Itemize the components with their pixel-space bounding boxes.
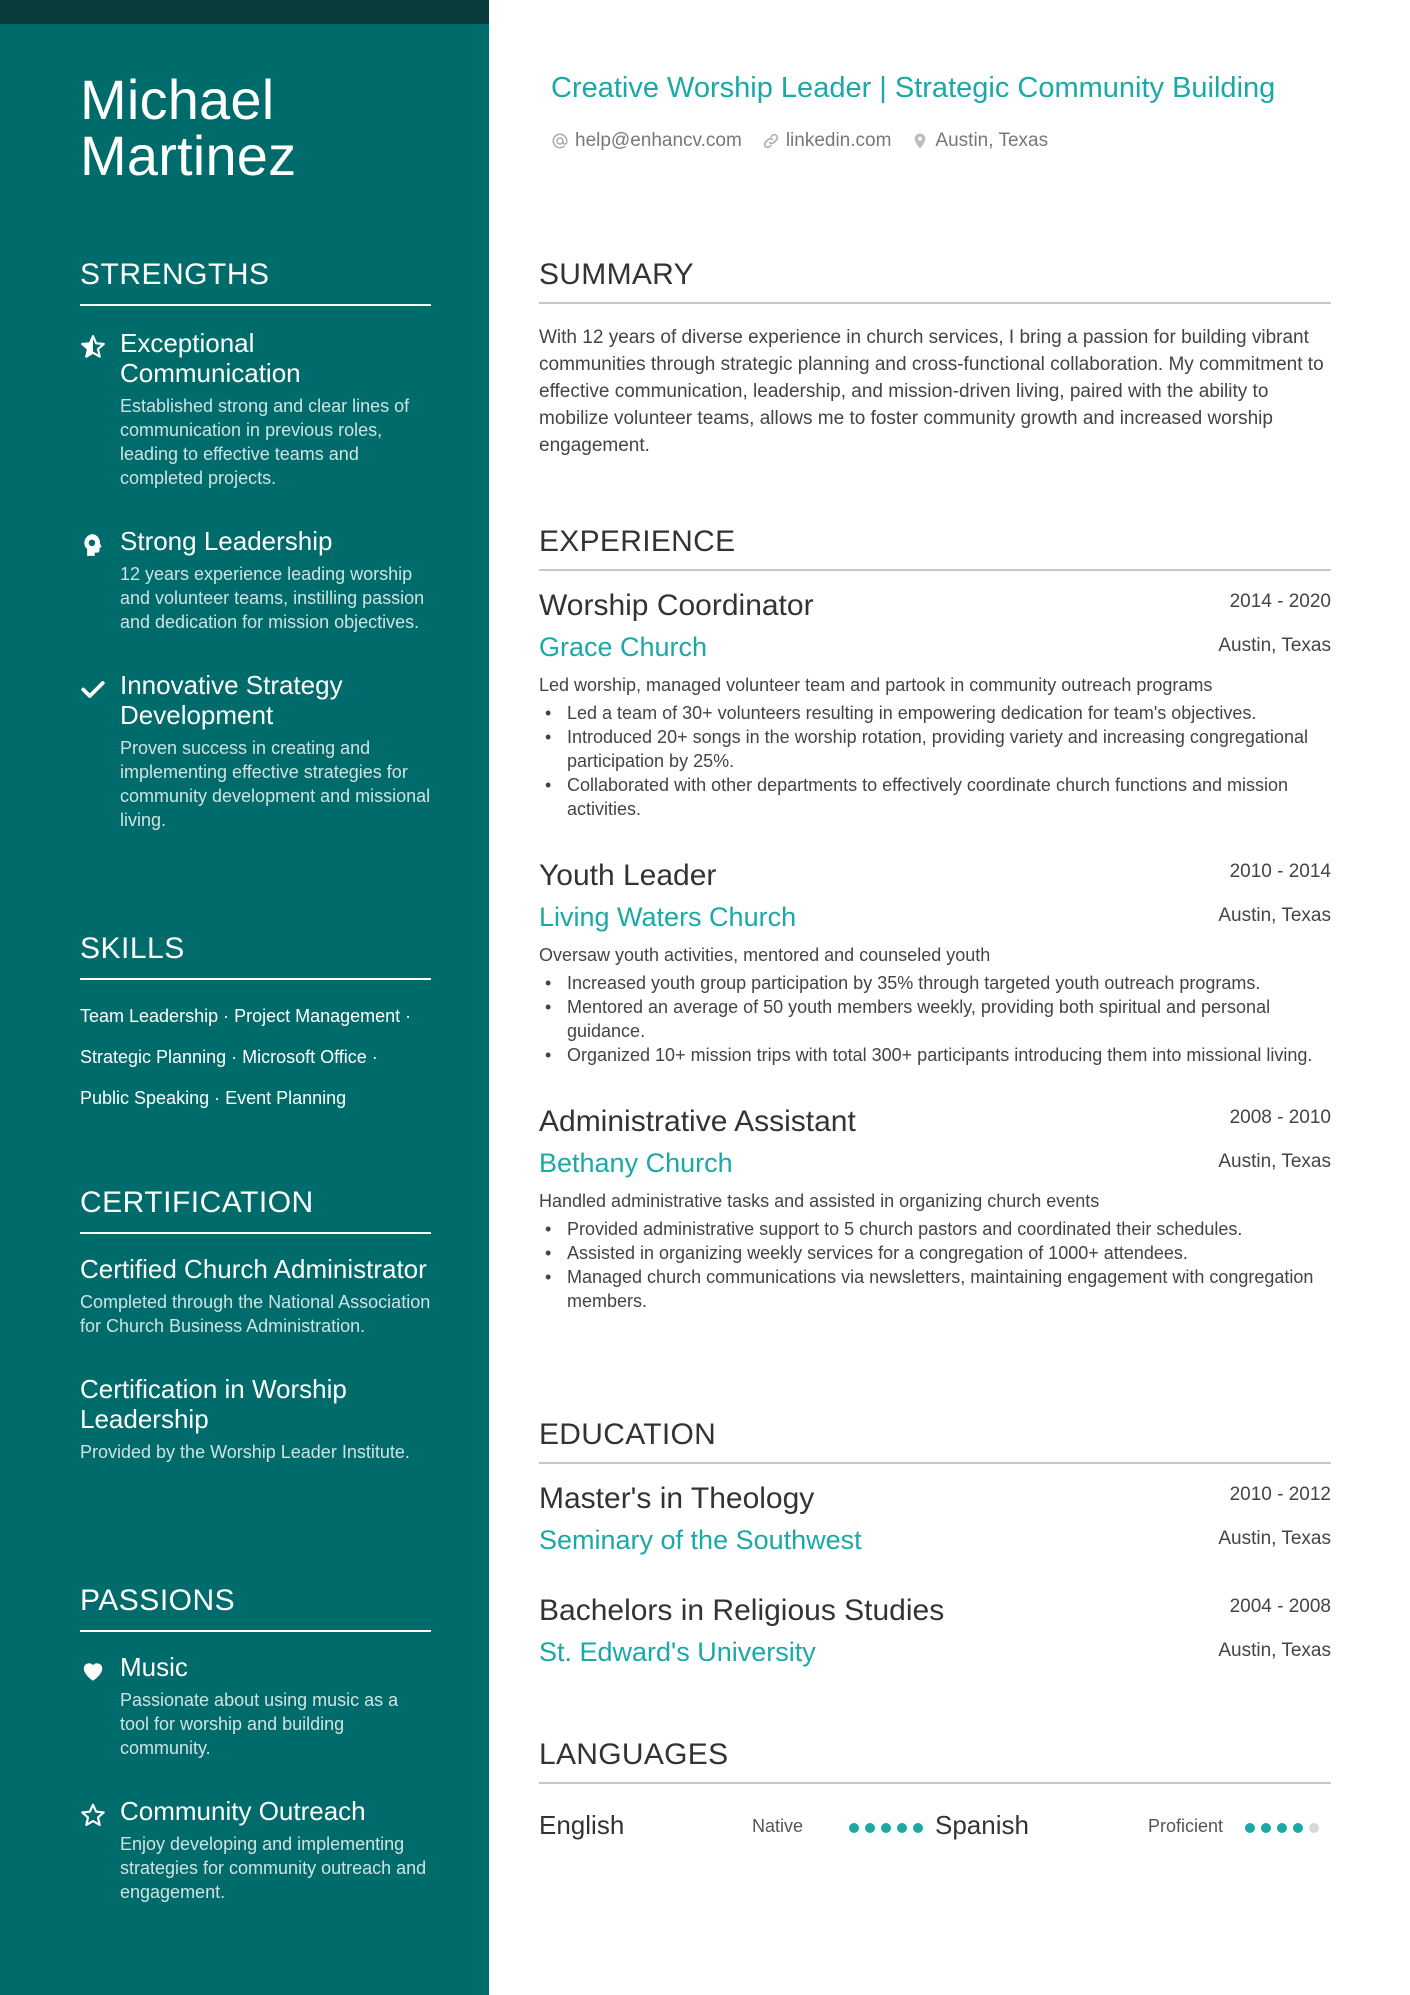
rating-dot [1277, 1823, 1287, 1833]
job-dates: 2014 - 2020 [1229, 591, 1331, 612]
education-dates: 2004 - 2008 [1229, 1596, 1331, 1617]
strength-item [80, 670, 431, 832]
passion-item [80, 1652, 431, 1760]
language-item [935, 1806, 1331, 1846]
job-bullet: • Assisted in organizing weekly services for a congregation of 1000+ attendees. [539, 1241, 1331, 1265]
job-organization: Living Waters Church [539, 902, 797, 932]
rating-dot [865, 1823, 875, 1833]
strength-item [80, 328, 431, 490]
summary-section [539, 258, 1331, 459]
job-role: Administrative Assistant [539, 1105, 856, 1138]
language-item [539, 1806, 935, 1846]
job-bullet: • Increased youth group participation by 35% through targeted youth outreach programs. [539, 971, 1331, 995]
job-organization: Bethany Church [539, 1148, 733, 1178]
link-icon [762, 132, 780, 150]
strength-item [80, 526, 431, 634]
star-outline-icon [80, 1802, 106, 1828]
rating-dot [1293, 1823, 1303, 1833]
certification-section [80, 1186, 431, 1464]
last-name: Martinez [80, 124, 297, 187]
skills-heading: SKILLS [80, 932, 431, 980]
contact-linkedin-text: linkedin.com [785, 130, 892, 151]
strengths-section [80, 258, 431, 832]
sidebar [0, 0, 489, 1995]
strength-title: Exceptional Communication [120, 328, 301, 388]
sidebar-top-bar [0, 0, 489, 24]
rating-dot [1245, 1823, 1255, 1833]
education-location: Austin, Texas [1218, 1640, 1331, 1661]
language-rating [1245, 1823, 1331, 1833]
skills-section [80, 932, 431, 1119]
job-dates: 2008 - 2010 [1229, 1107, 1331, 1128]
rating-dot [913, 1823, 923, 1833]
rating-dot [897, 1823, 907, 1833]
contact-location-text: Austin, Texas [935, 130, 1049, 151]
certification-title: Certification in Worship Leadership [80, 1374, 347, 1434]
job-bullets [539, 701, 1331, 821]
experience-heading: EXPERIENCE [539, 525, 1331, 571]
strength-desc: Established strong and clear lines of communication in previous roles, leading to effective teams and completed projects. [120, 396, 410, 488]
language-name: Spanish [935, 1810, 1029, 1840]
skills-list [80, 996, 431, 1119]
summary-heading: SUMMARY [539, 258, 1331, 304]
job-bullet: • Mentored an average of 50 youth members weekly, providing both spiritual and personal guidance. [539, 995, 1331, 1043]
languages-heading: LANGUAGES [539, 1738, 1331, 1784]
passions-heading: PASSIONS [80, 1584, 431, 1632]
job-bullet: • Collaborated with other departments to effectively coordinate church functions and mission activities. [539, 773, 1331, 821]
first-name: Michael [80, 68, 275, 131]
job-entry [539, 1103, 1331, 1313]
education-location: Austin, Texas [1218, 1528, 1331, 1549]
certification-desc: Completed through the National Association for Church Business Administration. [80, 1292, 431, 1336]
job-bullet: • Managed church communications via newsletters, maintaining engagement with congregation members. [539, 1265, 1331, 1313]
candidate-name [80, 68, 297, 187]
language-rating [849, 1823, 935, 1833]
passion-item [80, 1796, 431, 1904]
education-degree: Master's in Theology [539, 1482, 815, 1515]
job-entry [539, 857, 1331, 1067]
certification-desc: Provided by the Worship Leader Institute. [80, 1442, 410, 1462]
job-subtitle: Led worship, managed volunteer team and partook in community outreach programs [539, 675, 1213, 695]
location-pin-icon [911, 132, 929, 150]
passion-title: Music [120, 1652, 188, 1682]
contact-email-text: help@enhancv.com [575, 130, 742, 151]
checkmark-icon [80, 676, 106, 702]
skills-row: Strategic Planning · Microsoft Office · [80, 1047, 378, 1067]
job-bullet: • Organized 10+ mission trips with total 300+ participants introducing them into missional living. [539, 1043, 1331, 1067]
education-school: Seminary of the Southwest [539, 1525, 862, 1555]
language-level: Proficient [1148, 1816, 1224, 1836]
strength-title: Innovative Strategy Development [120, 670, 343, 730]
heart-icon [80, 1658, 106, 1684]
head-brain-icon [80, 532, 106, 558]
certification-item [80, 1374, 431, 1464]
job-bullets [539, 971, 1331, 1067]
job-bullet: • Introduced 20+ songs in the worship rotation, providing variety and increasing congregational participation by 25%. [539, 725, 1331, 773]
rating-dot [881, 1823, 891, 1833]
job-subtitle: Oversaw youth activities, mentored and counseled youth [539, 945, 991, 965]
job-location: Austin, Texas [1218, 1151, 1331, 1172]
experience-section [539, 525, 1331, 1313]
job-bullet: • Led a team of 30+ volunteers resulting in empowering dedication for team's objectives. [539, 701, 1331, 725]
education-entry [539, 1592, 1331, 1670]
headline: Creative Worship Leader | Strategic Community Building [551, 72, 1276, 104]
passions-section [80, 1584, 431, 1904]
education-dates: 2010 - 2012 [1229, 1484, 1331, 1505]
contact-bar [551, 130, 1048, 152]
job-location: Austin, Texas [1218, 905, 1331, 926]
job-bullets [539, 1217, 1331, 1313]
languages-list [539, 1806, 1331, 1846]
skills-row: Team Leadership · Project Management · [80, 1006, 412, 1026]
at-icon [551, 132, 569, 150]
star-half-icon [80, 334, 106, 360]
rating-dot [1309, 1823, 1319, 1833]
language-name: English [539, 1810, 625, 1840]
job-entry [539, 587, 1331, 821]
passion-title: Community Outreach [120, 1796, 366, 1826]
education-heading: EDUCATION [539, 1418, 1331, 1464]
strength-desc: 12 years experience leading worship and volunteer teams, instilling passion and dedication for mission objectives. [120, 564, 425, 632]
job-location: Austin, Texas [1218, 635, 1331, 656]
job-role: Worship Coordinator [539, 589, 814, 622]
passion-desc: Enjoy developing and implementing strategies for community outreach and engagement. [120, 1834, 427, 1902]
job-bullet: • Provided administrative support to 5 church pastors and coordinated their schedules. [539, 1217, 1331, 1241]
certification-heading: CERTIFICATION [80, 1186, 431, 1234]
job-subtitle: Handled administrative tasks and assisted in organizing church events [539, 1191, 1100, 1211]
skills-row: Public Speaking · Event Planning [80, 1088, 347, 1108]
certification-title: Certified Church Administrator [80, 1254, 427, 1284]
education-section [539, 1418, 1331, 1670]
passion-desc: Passionate about using music as a tool for worship and building community. [120, 1690, 399, 1758]
certification-item [80, 1254, 431, 1338]
language-level: Native [752, 1816, 804, 1836]
strength-desc: Proven success in creating and implementing effective strategies for community development and missional living. [120, 738, 431, 830]
strength-title: Strong Leadership [120, 526, 333, 556]
education-entry [539, 1480, 1331, 1558]
strengths-heading: STRENGTHS [80, 258, 431, 306]
job-dates: 2010 - 2014 [1229, 861, 1331, 882]
job-role: Youth Leader [539, 859, 717, 892]
summary-text: With 12 years of diverse experience in church services, I bring a passion for building vibrant communities through strategic planning and cross-functional collaboration. My commitment to effective communication, leadership, and mission-driven living, paired with the ability to mobilize volunteer teams, allows me to foster community growth and increased worship engagement. [539, 327, 1324, 456]
education-degree: Bachelors in Religious Studies [539, 1594, 945, 1627]
contact-linkedin[interactable] [762, 130, 892, 152]
contact-email[interactable] [551, 130, 742, 152]
education-school: St. Edward's University [539, 1637, 816, 1667]
job-organization: Grace Church [539, 632, 708, 662]
rating-dot [849, 1823, 859, 1833]
languages-section [539, 1738, 1331, 1846]
contact-location [911, 130, 1048, 152]
rating-dot [1261, 1823, 1271, 1833]
